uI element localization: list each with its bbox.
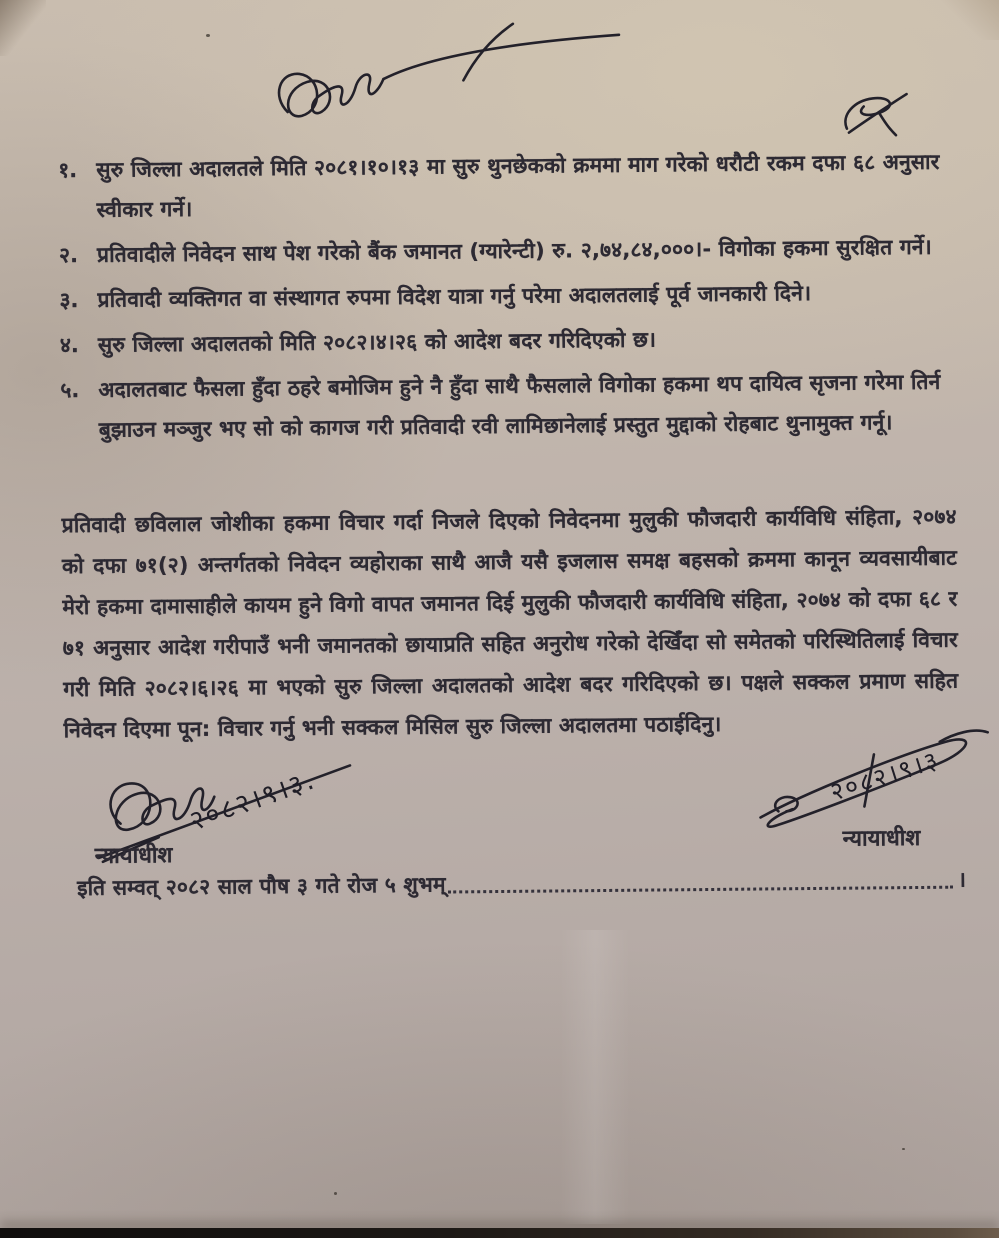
item-number: १.	[58, 158, 78, 183]
item-text: अदालतबाट फैसला हुँदा ठहरे बमोजिम हुने नै हुँदा साथै फैसलाले विगोका हकमा थप दायित्व सृजना गरेमा तिर्न बुझाउन मञ्जुर भए सो को कागज गरी प्रतिवादी रवी लामिछानेलाई प्रस्तुत मुद्दाको रोहबाट थुनामुक्त गर्नू।	[98, 369, 941, 442]
top-right-initial-scribble-icon	[839, 92, 911, 139]
order-item	[59, 272, 950, 321]
dotted-filler	[448, 886, 953, 894]
item-text: सुरु जिल्ला अदालतको मिति २०८२।४।२६ को आदेश बदर गरिदिएको छ।	[97, 327, 657, 357]
closing-text: इति सम्वत् २०८२ साल पौष ३ गते रोज ५ शुभम्	[77, 872, 446, 901]
order-item	[60, 362, 952, 451]
order-item	[58, 142, 950, 231]
order-item	[60, 317, 951, 366]
item-number: ३.	[59, 288, 79, 313]
handwritten-date: २०८२।९।३.	[185, 764, 320, 838]
judge-title: न्यायाधीश	[94, 843, 173, 869]
item-number: ४.	[59, 333, 79, 358]
item-text: प्रतिवादी व्यक्तिगत वा संस्थागत रुपमा विदेश यात्रा गर्नु परेमा अदालतलाई पूर्व जानकारी दिने।	[97, 280, 812, 312]
order-item	[59, 227, 950, 276]
item-text: सुरु जिल्ला अदालतले मिति २०८१।१०।१३ मा सुरु थुनछेकको क्रममा माग गरेको धरौटी रकम दफा ६८ अनुसार स्वीकार गर्ने।	[96, 149, 940, 222]
judge-title: न्यायाधीश	[842, 825, 921, 852]
item-text: प्रतिवादीले निवेदन साथ पेश गरेको बैंक जमानत (ग्यारेन्टी) रु. २,७४,८४,०००।- विगोका हकमा सुरक्षित गर्ने।	[96, 234, 932, 267]
photo-bottom-edge	[0, 1228, 999, 1238]
judgment-paragraph: प्रतिवादी छविलाल जोशीका हकमा विचार गर्दा निजले दिएको निवेदनमा मुलुकी फौजदारी कार्यविधि संहिता, २०७४ को दफा ७१(२) अन्तर्गतको निवेदन व्यहोराका साथै आजै यसै इजलास समक्ष बहसको क्रममा कानून व्यवसायीबाट मेरो हकमा दामासाहीले कायम हुने विगो वापत जमानत दिई मुलुकी फौजदारी कार्यविधि संहिता, २०७४ को दफा ६८ र ७१ अनुसार आदेश गरीपाउँ भनी जमानतको छायाप्रति सहित अनुरोध गरेको देखिँदा सो समेतको परिस्थितिलाई विचार गरी मिति २०८२।६।२६ मा भएको सुरु जिल्ला अदालतको आदेश बदर गरिदिएको छ। पक्षले सक्कल प्रमाण सहित निवेदन दिएमा पून: विचार गर्नु भनी सक्कल मिसिल सुरु जिल्ला अदालतमा पठाईदिनु।	[61, 504, 959, 743]
handwritten-date: २०८२।९।३	[826, 744, 943, 807]
closing-end-mark: ।	[957, 867, 967, 892]
top-signature-scribble-icon	[267, 21, 638, 140]
left-signature-block	[90, 741, 371, 874]
order-directives-list	[58, 142, 952, 456]
right-signature-block	[752, 725, 995, 857]
item-number: ५.	[60, 378, 80, 403]
item-number: २.	[58, 243, 79, 268]
